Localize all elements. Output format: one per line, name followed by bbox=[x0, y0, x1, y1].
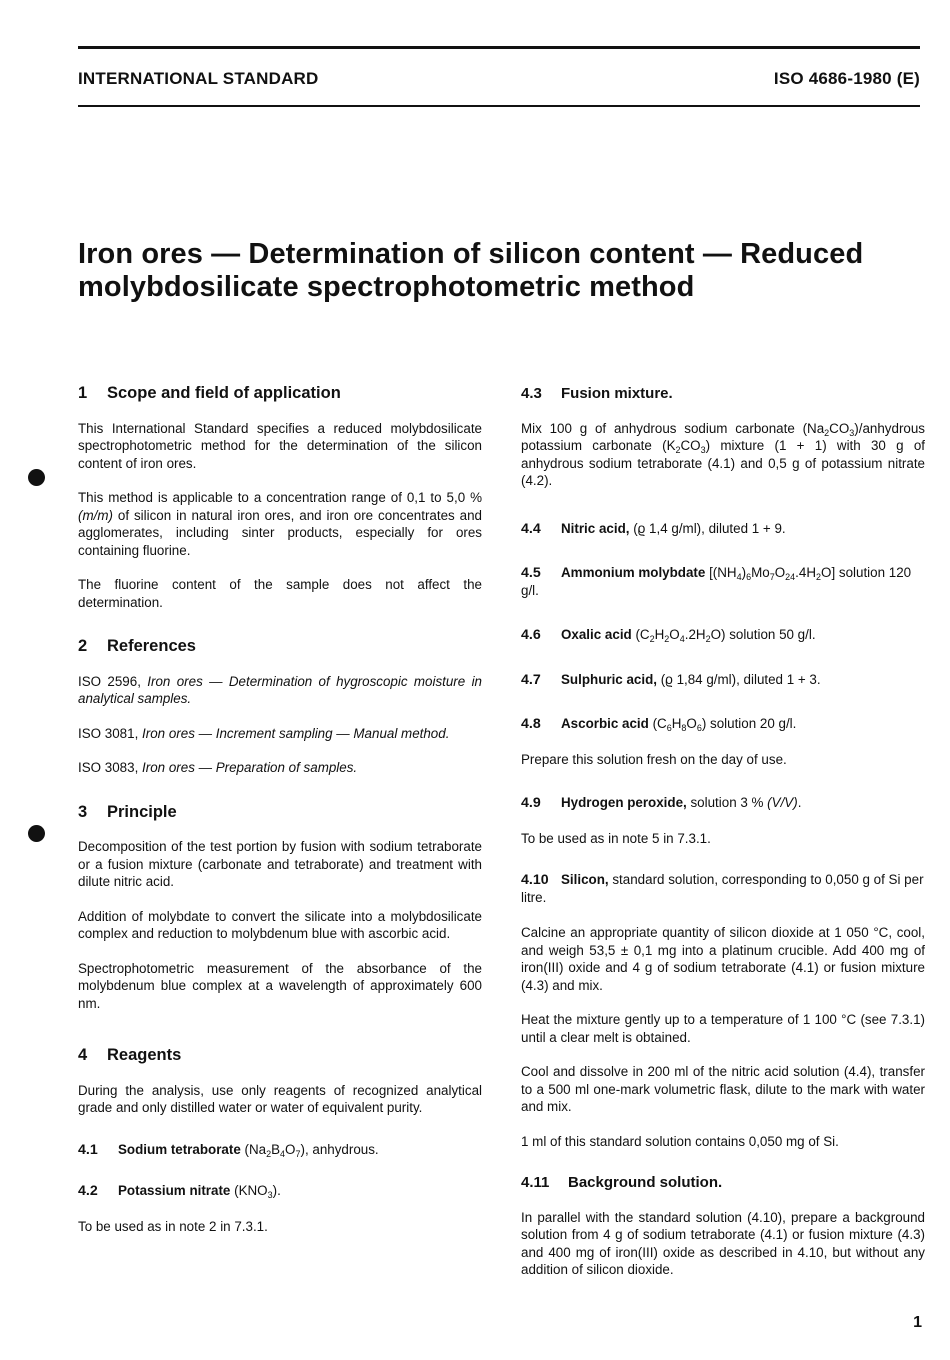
page-number: 1 bbox=[913, 1314, 922, 1331]
header-standard-type: INTERNATIONAL STANDARD bbox=[78, 69, 319, 88]
principle-paragraph-2: Addition of molybdate to convert the silicate into a molybdosilicate complex and reduction to molybdenum blue with ascorbic acid. bbox=[78, 908, 482, 941]
top-rule bbox=[78, 46, 920, 49]
reagent-4-10-paragraph-1: Calcine an appropriate quantity of silicon dioxide at 1 050 °C, cool, and weigh 53,5 ± 0,1 mg into a platinum crucible. Add 400 mg of iron(III) oxide and 4 g of sodium tetraborate (4.1) or fusion mixture (4.3) and mix. bbox=[521, 925, 925, 993]
reference-item: ISO 3081, Iron ores — Increment sampling — Manual method. bbox=[78, 725, 450, 741]
section-2-heading: 2 References bbox=[78, 637, 196, 655]
section-3-heading: 3 Principle bbox=[78, 802, 177, 821]
scope-paragraph-1: This International Standard specifies a reduced molybdosilicate spectrophotometric method for the determination of the silicon content of iron ores. bbox=[78, 420, 482, 471]
reagent-4-5: 4.5 Ammonium molybdate $[(NH_4)_6Mo_7O_{24}.4H_2O]$ solution 120 g/l. bbox=[521, 565, 912, 598]
reagent-4-7: 4.7 Sulphuric acid, (ϱ 1,84 g/ml), diluted 1 + 3. bbox=[521, 671, 821, 688]
reference-item: ISO 3083, Iron ores — Preparation of samples. bbox=[78, 760, 358, 775]
reagents-intro: During the analysis, use only reagents of recognized analytical grade and only distilled water or water of equivalent purity. bbox=[78, 1082, 482, 1115]
reagent-4-10-paragraph-4: 1 ml of this standard solution contains 0,050 mg of Si. bbox=[521, 1133, 839, 1149]
section-1-heading: 1 Scope and field of application bbox=[78, 384, 341, 402]
section-4-heading: 4 Reagents bbox=[78, 1046, 182, 1064]
scope-paragraph-2: This method is applicable to a concentration range of 0,1 to 5,0 % (m/m) of silicon in natural iron ores, and iron ore concentrates and agglomerates, including sinter products, especially for ores containing fluorine. bbox=[78, 490, 482, 558]
margin-bullet-icon bbox=[28, 825, 45, 842]
reagent-4-10-paragraph-2: Heat the mixture gently up to a temperature of 1 100 °C (see 7.3.1) until a clear melt is obtained. bbox=[521, 1012, 925, 1045]
reagent-4-6: 4.6 Oxalic acid $(C_2H_2O_4.2H_2O)$ solution 50 g/l. bbox=[521, 627, 816, 644]
reagent-4-3-heading: 4.3 Fusion mixture. bbox=[521, 385, 673, 402]
scope-paragraph-3: The fluorine content of the sample does not affect the determination. bbox=[78, 577, 482, 610]
header-rule bbox=[78, 105, 920, 107]
reagent-4-8: 4.8 Ascorbic acid $(C_6H_8O_6)$ solution 20 g/l. bbox=[521, 716, 797, 733]
reagent-4-11-paragraph: In parallel with the standard solution (4.10), prepare a background solution from 4 g of sodium tetraborate (4.1) or fusion mixture (4.3) and 400 mg of iron(III) oxide as described in 4.10, but without any addition of silicon dioxide. bbox=[521, 1209, 925, 1277]
principle-paragraph-1: Decomposition of the test portion by fusion with sodium tetraborate or a fusion mixture (carbonate and tetraborate) and treatment with dilute nitric acid. bbox=[78, 839, 482, 889]
reagent-4-4: 4.4 Nitric acid, (ϱ 1,4 g/ml), diluted 1 + 9. bbox=[521, 520, 786, 537]
document-title bbox=[78, 238, 928, 304]
reagent-4-10-paragraph-3: Cool and dissolve in 200 ml of the nitric acid solution (4.4), transfer to a 500 ml one-mark volumetric flask, dilute to the mark with water and mix. bbox=[521, 1064, 925, 1114]
left-column bbox=[78, 385, 482, 1252]
reference-item: ISO 2596, Iron ores — Determination of hygroscopic moisture in analytical samples. bbox=[78, 673, 482, 706]
reagent-4-10: 4.10 Silicon, standard solution, corresponding to 0,050 g of Si per litre. bbox=[521, 872, 924, 905]
reagent-4-2: 4.2 Potassium nitrate $(KNO_3)$. bbox=[78, 1183, 281, 1200]
reagent-4-9-note: To be used as in note 5 in 7.3.1. bbox=[521, 830, 711, 846]
reagent-4-3-text: Mix 100 g of anhydrous sodium carbonate $(Na_2CO_3)$/anhydrous potassium carbonate $(K_2CO_3)$ mixture (1 + 1) with 30 g of anhydrous sodium tetraborate (4.1) and 0,5 g of potassium nitrate (4.2). bbox=[521, 420, 926, 488]
margin-bullet-icon bbox=[28, 469, 45, 486]
title-line-2: molybdosilicate spectrophotometric method bbox=[78, 271, 695, 303]
right-column bbox=[521, 385, 925, 1296]
principle-paragraph-3: Spectrophotometric measurement of the absorbance of the molybdenum blue complex at a wavelength of approximately 600 nm. bbox=[78, 960, 482, 1011]
header-standard-number: ISO 4686-1980 (E) bbox=[773, 69, 920, 88]
reagent-4-9: 4.9 Hydrogen peroxide, solution 3 % (V/V). bbox=[521, 795, 802, 811]
title-line-1: Iron ores — Determination of silicon content — Reduced bbox=[78, 238, 864, 270]
reagent-4-1: 4.1 Sodium tetraborate $(Na_2B_4O_7)$, anhydrous. bbox=[78, 1141, 379, 1159]
reagent-4-11-heading: 4.11 Background solution. bbox=[521, 1174, 723, 1191]
reagent-4-2-note: To be used as in note 2 in 7.3.1. bbox=[78, 1218, 268, 1234]
reagent-4-8-note: Prepare this solution fresh on the day of use. bbox=[521, 751, 787, 767]
